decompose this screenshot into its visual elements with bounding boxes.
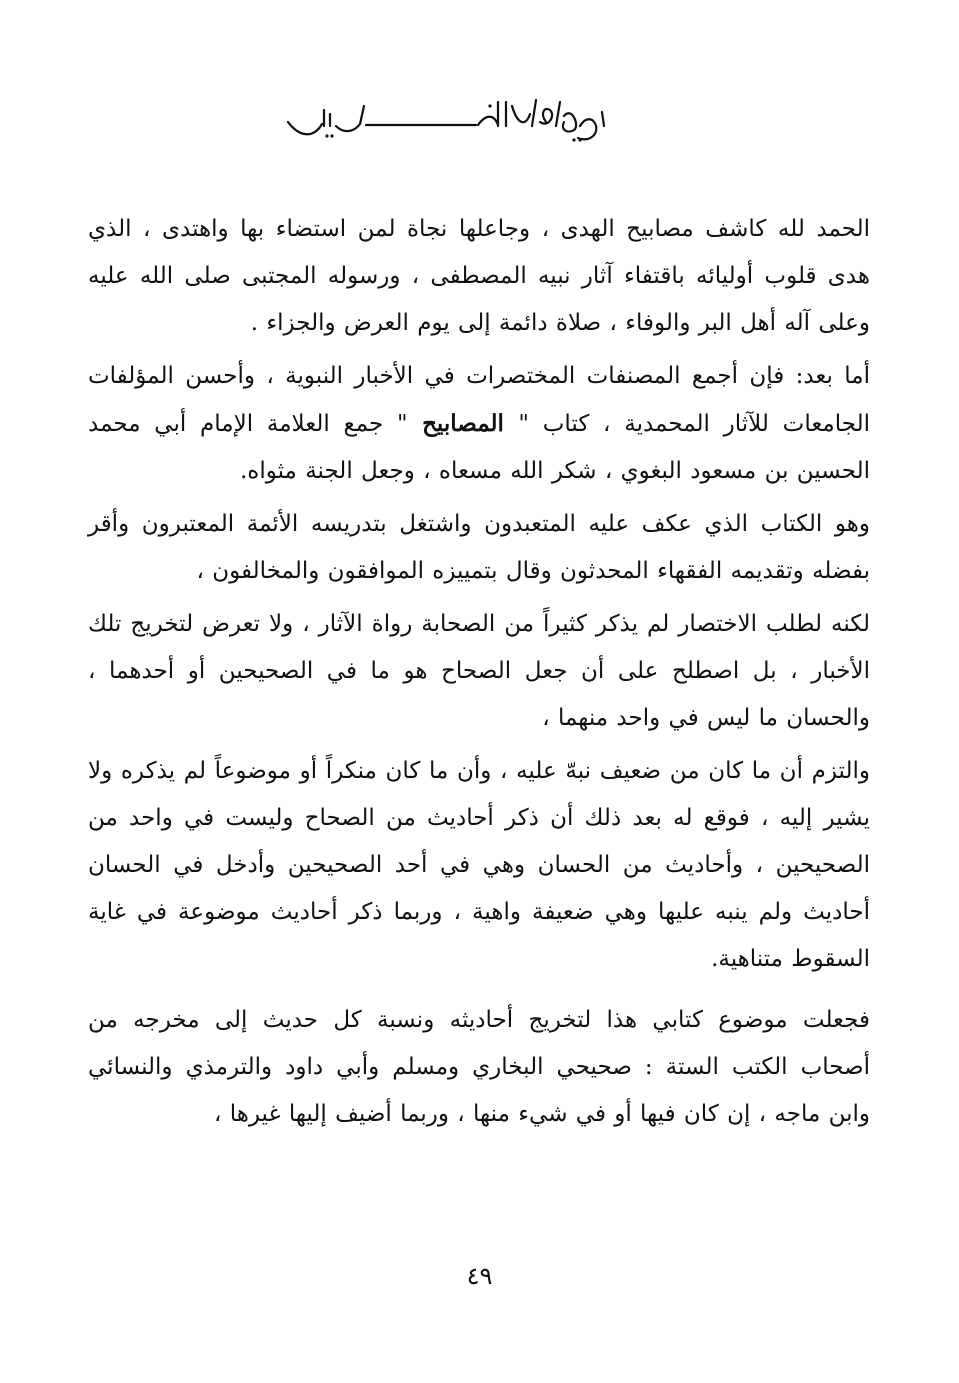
paragraph-2-after: " جمع العلامة الإمام أبي محمد الحسين بن مسعود البغوي ، شكر الله مسعاه ، وجعل الجنة مثواه. [88, 411, 870, 484]
paragraph-5: والتزم أن ما كان من ضعيف نبهّ عليه ، وأن ما كان منكراً أو موضوعاً لم يذكره ولا يشير إليه ، فوقع له بعد ذلك أن ذكر أحاديث من الصحاح وليست في واحد من الصحيحين ، وأحاديث من الحسان وهي في أحد الصحيحين وأدخل في الحسان أحاديث ولم ينبه عليها وهي ضعيفة واهية ، وربما ذكر أحاديث موضوعة في غاية السقوط متناهية. [88, 758, 870, 972]
paragraph-2 [88, 353, 870, 495]
paragraph-2-before: أما بعد: فإن أجمع المصنفات المختصرات في الأخبار النبوية ، وأحسن المؤلفات الجامعات للآثار المحمدية ، كتاب " [88, 363, 870, 437]
paragraph-4: لكنه لطلب الاختصار لم يذكر كثيراً من الصحابة رواة الآثار ، ولا تعرض لتخريج تلك الأخبار ، بل اصطلح على أن جعل الصحاح هو ما في الصحيحين أو أحدهما ، والحسان ما ليس في واحد منهما ، [88, 611, 870, 731]
basmala-calligraphy [280, 92, 610, 152]
paragraph-3: وهو الكتاب الذي عكف عليه المتعبدون واشتغل بتدريسه الأئمة المعتبرون وأقر بفضله وتقديمه الفقهاء المحدثون وقال بتمييزه الموافقون والمخالفون ، [88, 511, 870, 584]
paragraph-1: الحمد لله كاشف مصابيح الهدى ، وجاعلها نجاة لمن استضاء بها واهتدى ، الذي هدى قلوب أوليائه باقتفاء آثار نبيه المصطفى ، ورسوله المجتبى صلى الله عليه وعلى آله أهل البر والوفاء ، صلاة دائمة إلى يوم العرض والجزاء . [88, 216, 870, 336]
body-text [88, 206, 870, 1144]
page-number: ٤٩ [466, 1262, 493, 1290]
book-title-masabih: المصابيح [407, 410, 519, 437]
paragraph-6: فجعلت موضوع كتابي هذا لتخريج أحاديثه ونسبة كل حديث إلى مخرجه من أصحاب الكتب الستة : صحيحي البخاري ومسلم وأبي داود والترمذي والنسائي وابن ماجه ، إن كان فيها أو في شيء منها ، وربما أضيف إليها غيرها ، [88, 1007, 870, 1127]
